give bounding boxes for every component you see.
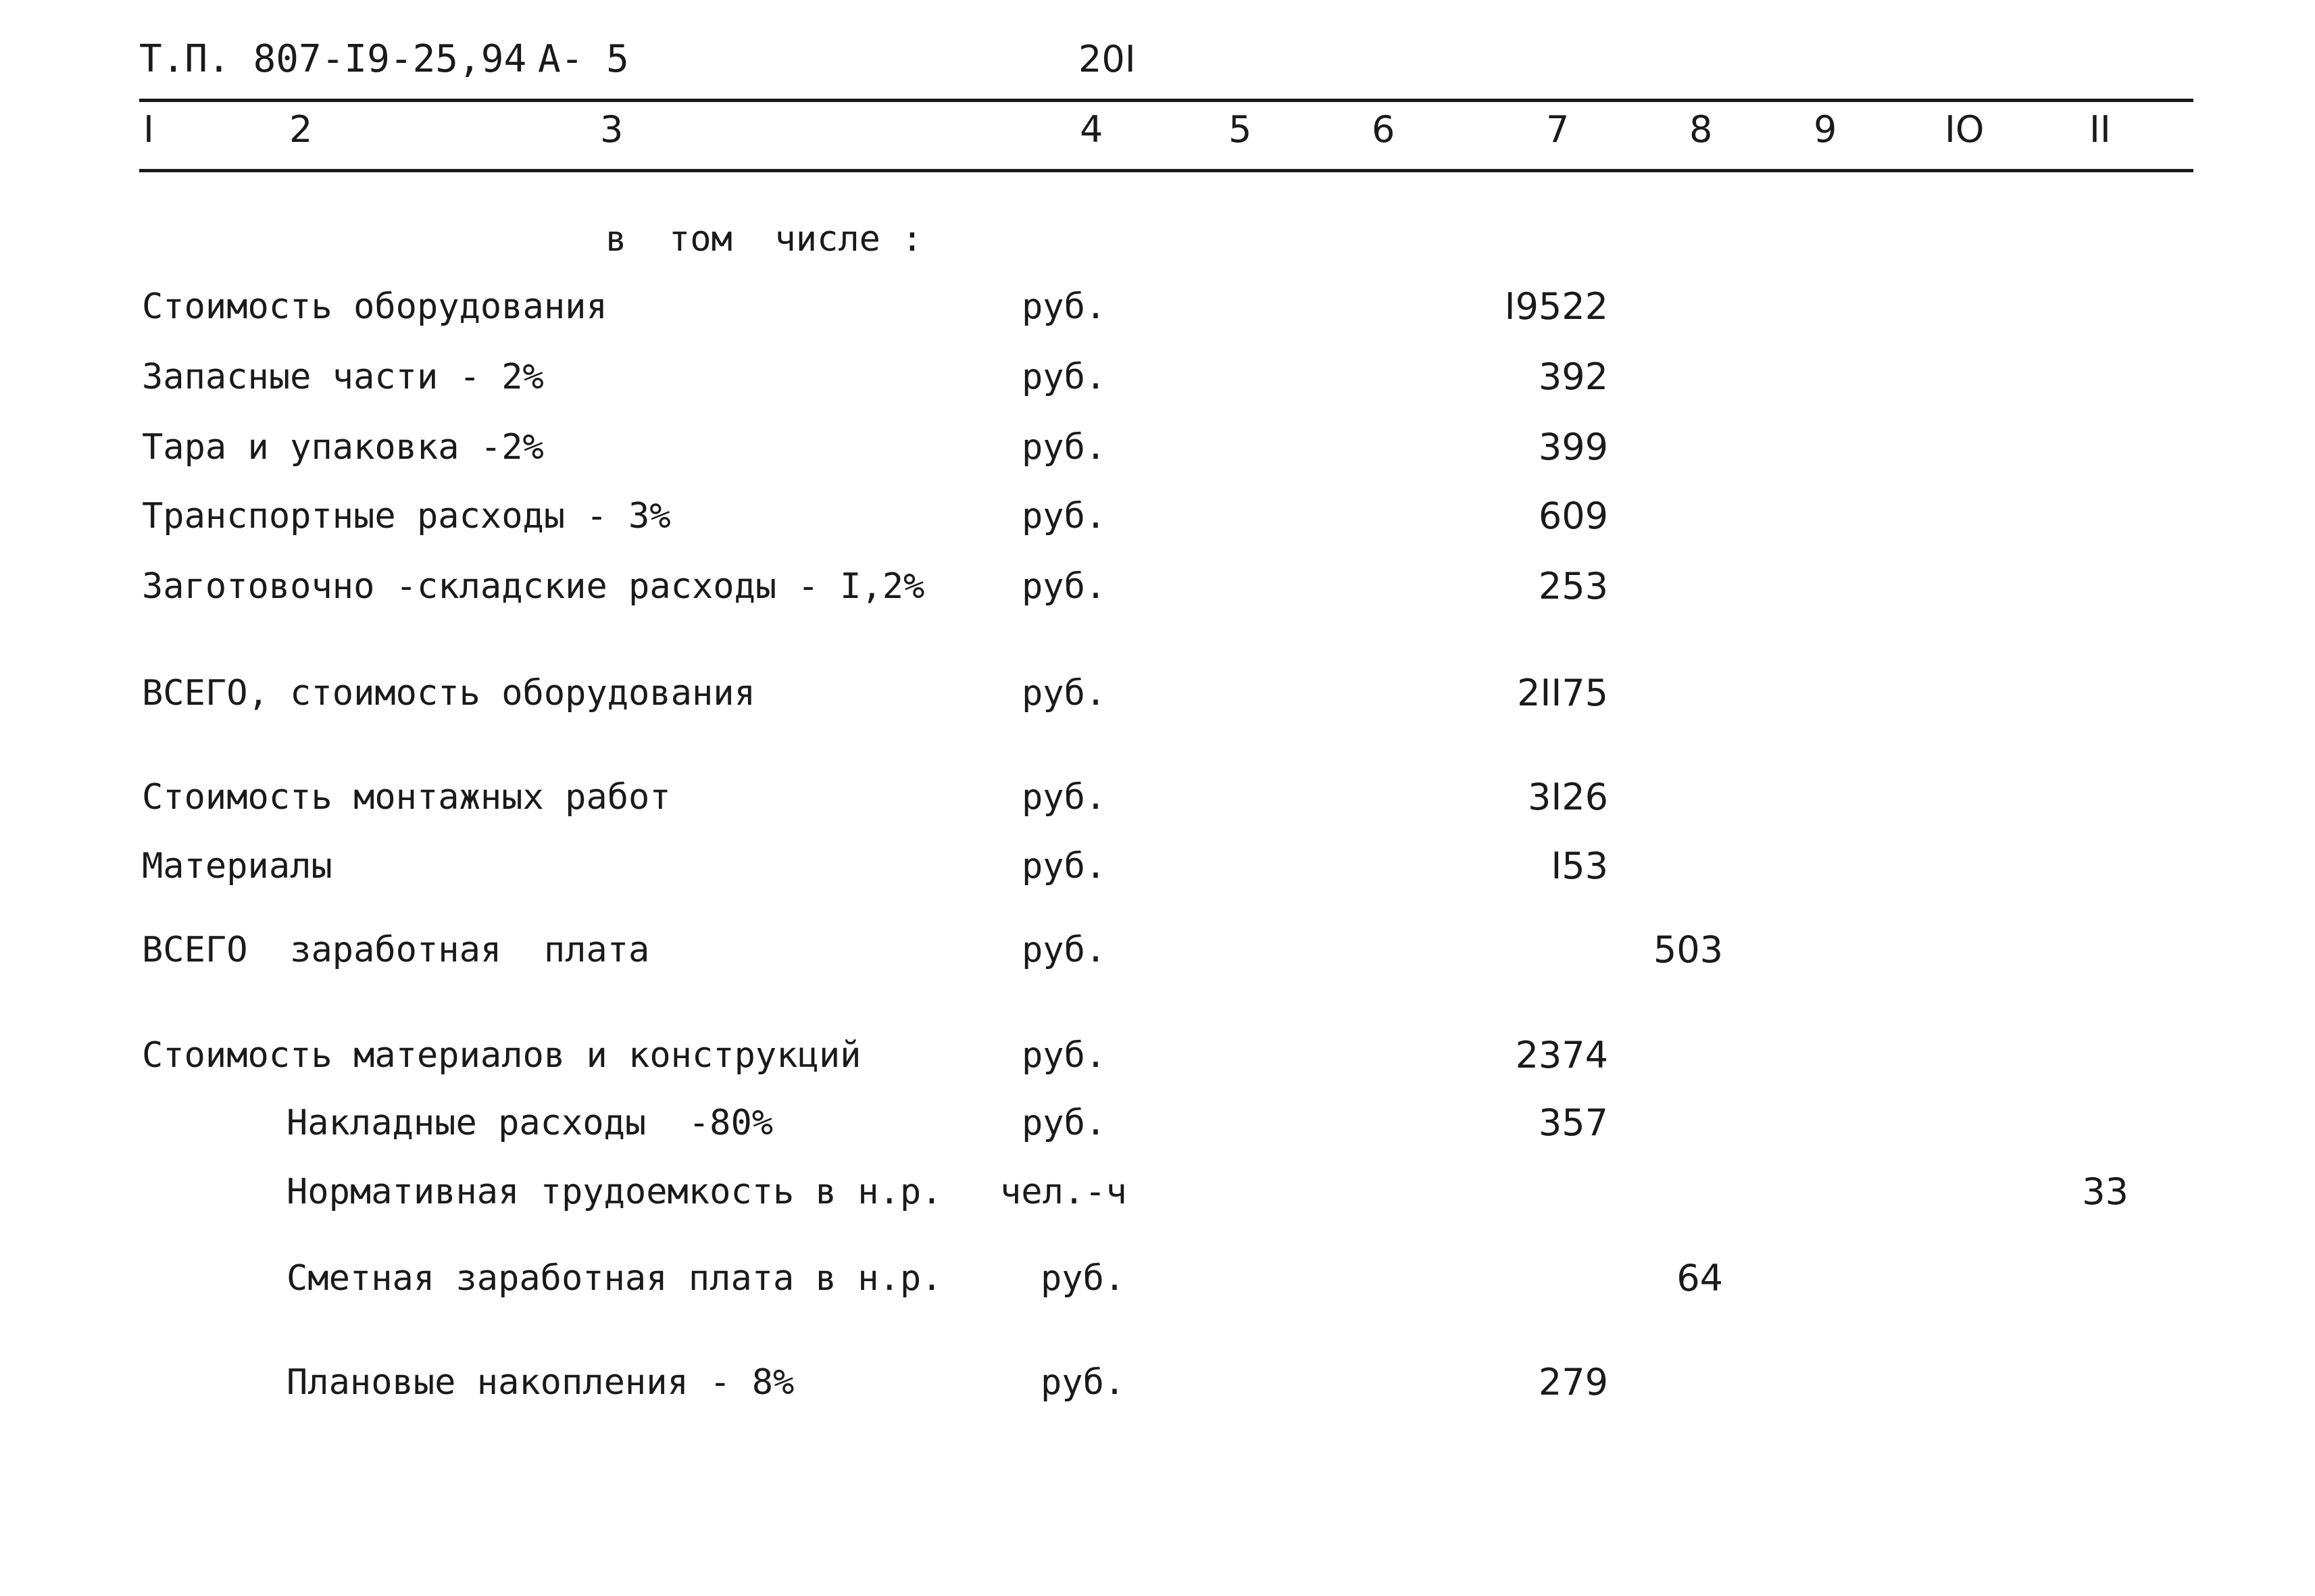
row-col7-value: I9522 bbox=[1504, 285, 1608, 328]
row-unit: руб. bbox=[1041, 1258, 1126, 1299]
column-number-10: IO bbox=[1945, 108, 1985, 151]
row-col7-value: 357 bbox=[1538, 1101, 1608, 1144]
page-number: 20I bbox=[1078, 38, 1136, 80]
row-unit: руб. bbox=[1022, 1035, 1107, 1076]
column-number-2: 2 bbox=[289, 108, 313, 151]
album-number: А- 5 bbox=[538, 37, 629, 81]
row-unit: руб. bbox=[1022, 357, 1107, 397]
row-label: Тара и упаковка -2% bbox=[142, 427, 544, 468]
row-label: Нормативная трудоемкость в н.р. bbox=[287, 1172, 943, 1212]
row-label: Плановые накопления - 8% bbox=[287, 1362, 795, 1403]
row-label: Запасные части - 2% bbox=[142, 357, 544, 397]
row-col7-value: 399 bbox=[1538, 426, 1608, 468]
row-label: ВСЕГО заработная плата bbox=[142, 930, 650, 970]
row-label: Накладные расходы -80% bbox=[287, 1103, 774, 1143]
column-number-4: 4 bbox=[1080, 108, 1103, 151]
row-col7-value: 2374 bbox=[1515, 1034, 1608, 1076]
row-label: Стоимость оборудования bbox=[142, 286, 607, 327]
row-label: ВСЕГО, стоимость оборудования bbox=[142, 673, 755, 714]
row-unit: руб. bbox=[1022, 777, 1107, 818]
row-col7-value: 279 bbox=[1538, 1361, 1608, 1403]
row-label: Стоимость материалов и конструкций bbox=[142, 1035, 862, 1076]
row-col7-value: 609 bbox=[1538, 495, 1608, 537]
doc-code: Т.П. 807-I9-25,94 bbox=[139, 37, 527, 81]
row-unit: руб. bbox=[1022, 846, 1107, 887]
row-unit: руб. bbox=[1022, 1103, 1107, 1143]
column-number-3: 3 bbox=[600, 108, 624, 151]
row-col7-value: I53 bbox=[1551, 845, 1608, 887]
row-unit: руб. bbox=[1022, 566, 1107, 607]
header-top-rule bbox=[139, 99, 2193, 102]
row-col8-value: 503 bbox=[1653, 928, 1723, 971]
subheading: в том числе : bbox=[605, 219, 923, 259]
row-unit: чел.-ч bbox=[1000, 1172, 1127, 1212]
column-number-8: 8 bbox=[1689, 108, 1713, 151]
row-col7-value: 2II75 bbox=[1517, 672, 1608, 714]
row-col7-value: 3I26 bbox=[1528, 776, 1608, 818]
row-label: Сметная заработная плата в н.р. bbox=[287, 1258, 943, 1299]
column-number-1: I bbox=[143, 108, 154, 151]
row-label: Транспортные расходы - 3% bbox=[142, 496, 671, 537]
header-bottom-rule bbox=[139, 169, 2193, 172]
row-col7-value: 253 bbox=[1538, 565, 1608, 607]
row-col8-value: 64 bbox=[1676, 1257, 1723, 1299]
row-label: Стоимость монтажных работ bbox=[142, 777, 671, 818]
column-number-5: 5 bbox=[1228, 108, 1252, 151]
row-unit: руб. bbox=[1041, 1362, 1126, 1403]
row-label: Заготовочно -складские расходы - I,2% bbox=[142, 566, 925, 607]
column-number-11: II bbox=[2089, 108, 2111, 151]
row-col11-value: 33 bbox=[2082, 1170, 2129, 1213]
row-unit: руб. bbox=[1022, 496, 1107, 537]
row-col7-value: 392 bbox=[1538, 355, 1608, 398]
row-unit: руб. bbox=[1022, 673, 1107, 714]
column-number-9: 9 bbox=[1814, 108, 1837, 151]
column-number-7: 7 bbox=[1546, 108, 1570, 151]
column-number-6: 6 bbox=[1372, 108, 1395, 151]
row-label: Материалы bbox=[142, 846, 332, 887]
row-unit: руб. bbox=[1022, 427, 1107, 468]
row-unit: руб. bbox=[1022, 930, 1107, 970]
row-unit: руб. bbox=[1022, 286, 1107, 327]
